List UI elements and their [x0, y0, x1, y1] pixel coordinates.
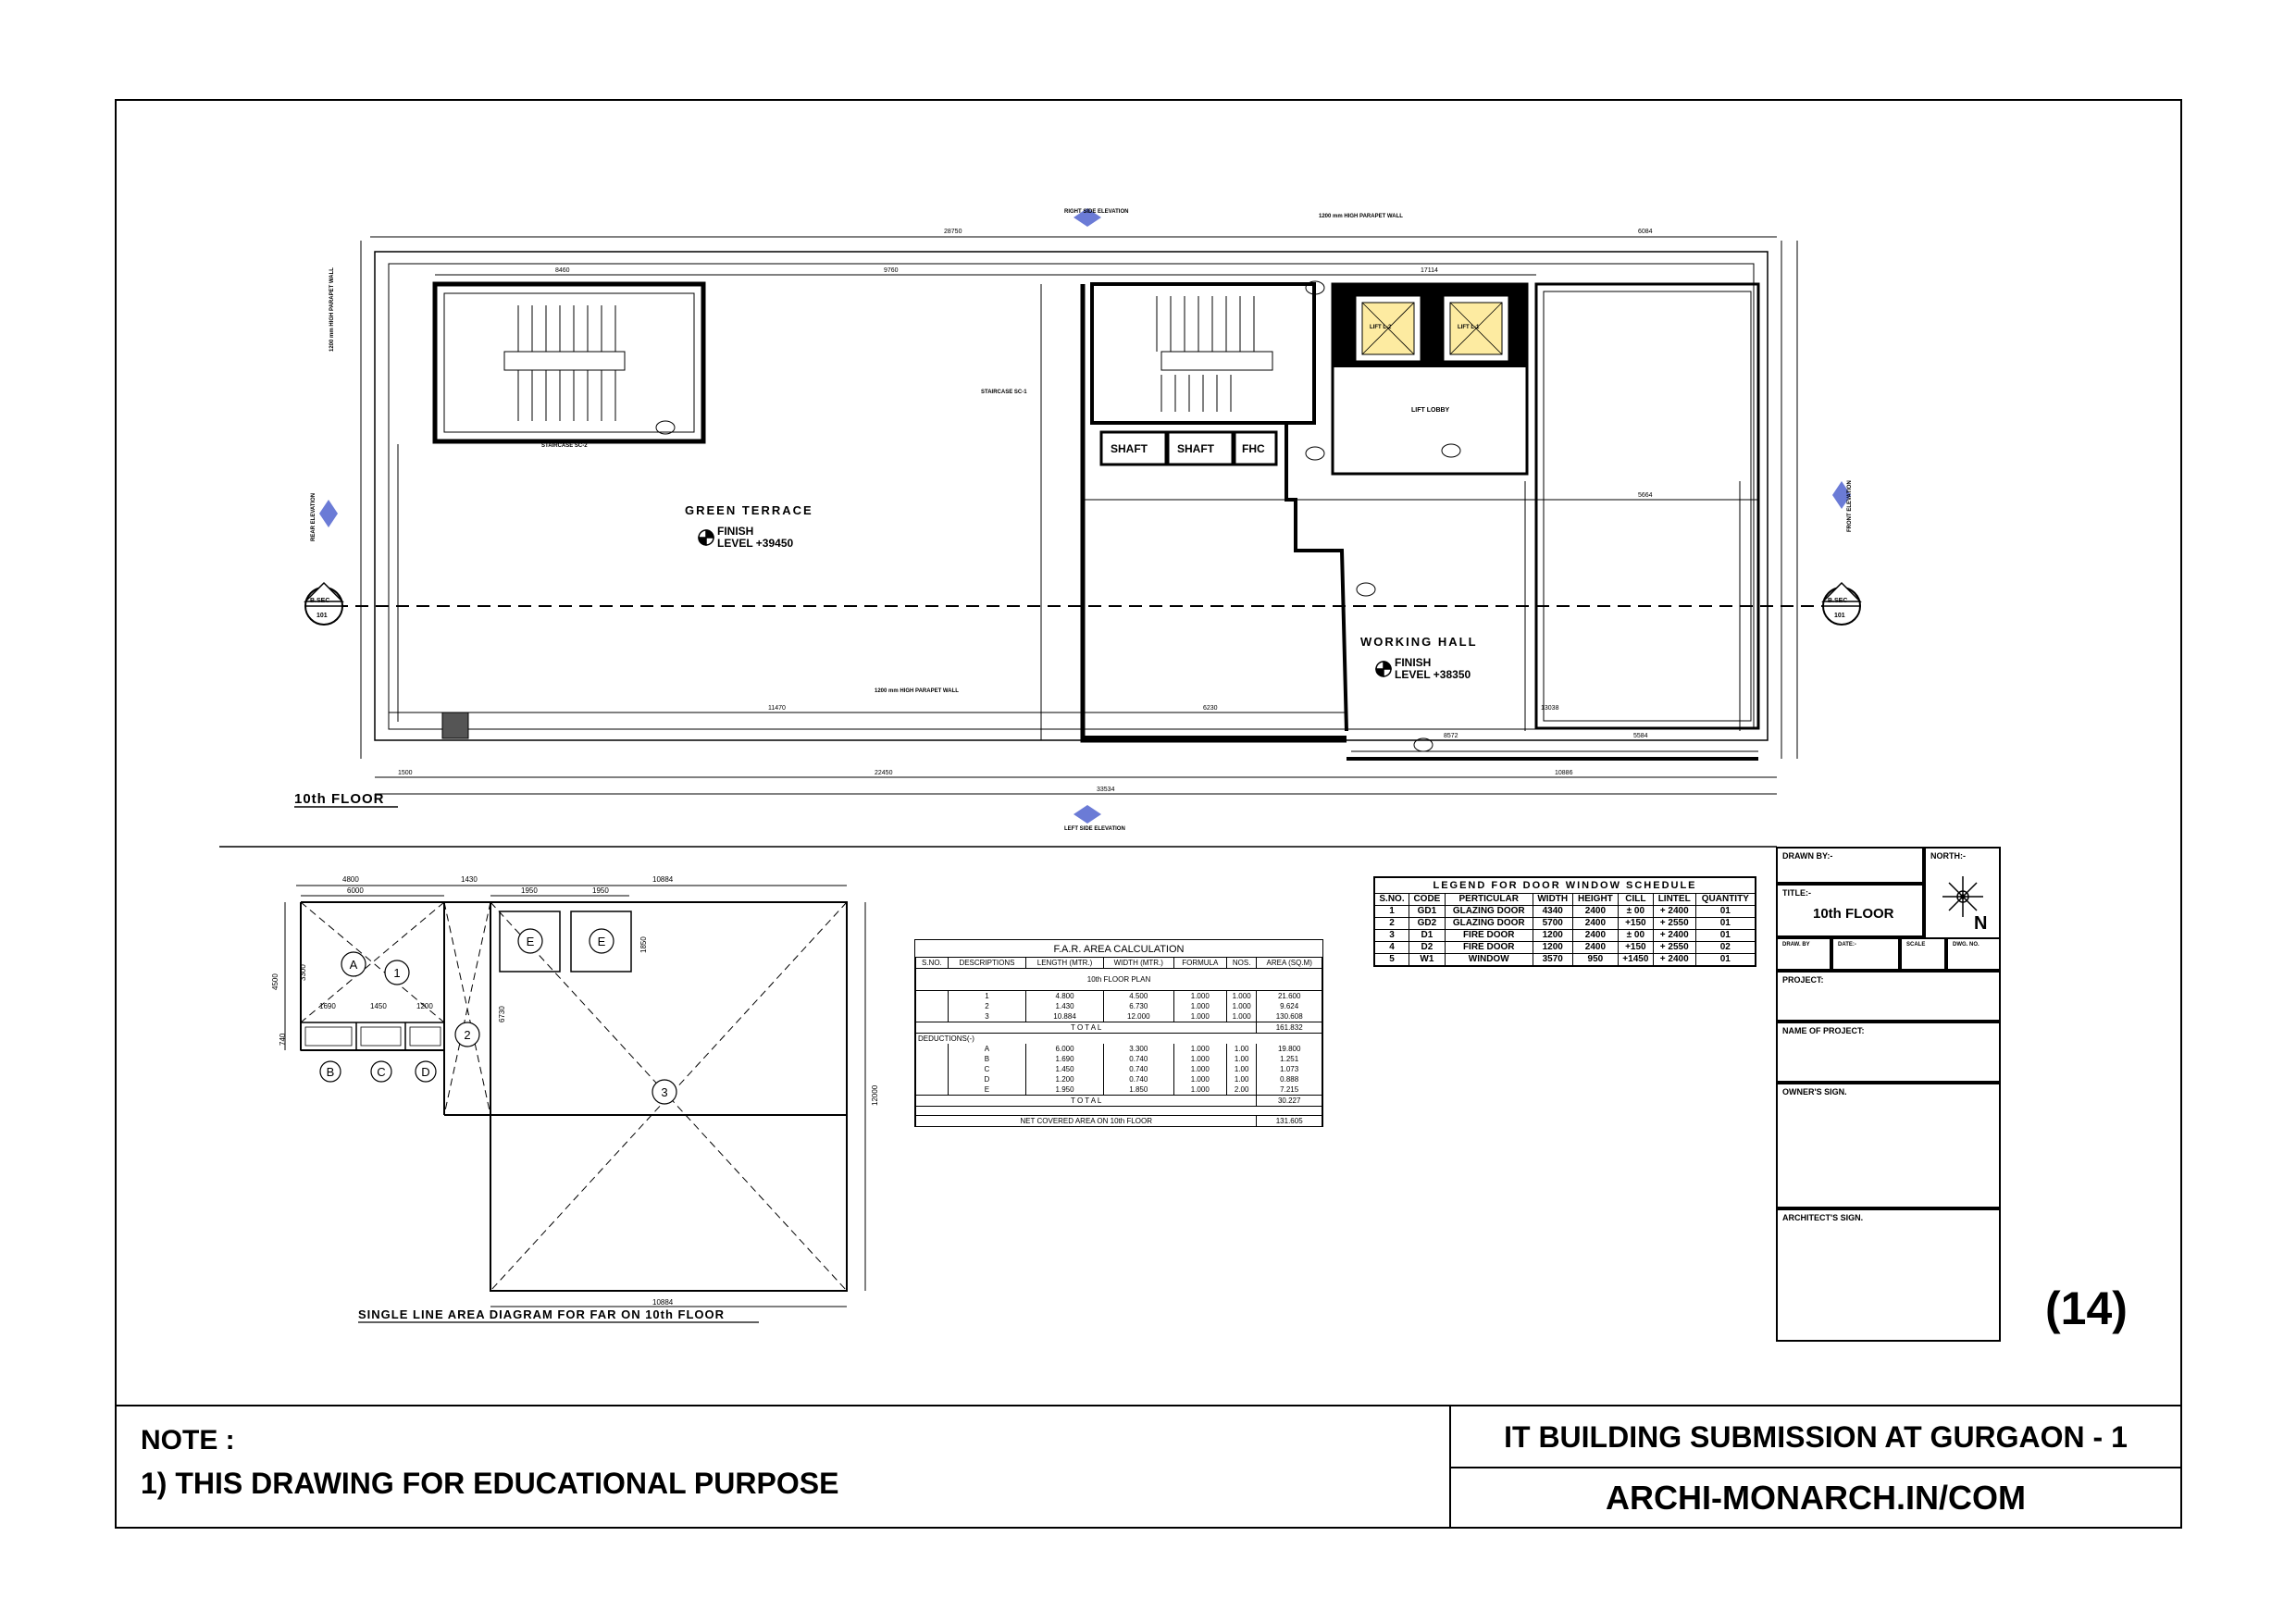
north-letter: N — [1974, 913, 1988, 934]
shaft-label-2: SHAFT — [1177, 442, 1214, 455]
area-dim-5: 1950 — [521, 886, 538, 895]
door-table-row: 2 GD2 GLAZING DOOR 5700 2400 +150 + 2550 01 — [1374, 918, 1756, 930]
project-title: IT BUILDING SUBMISSION AT GURGAON - 1 — [1504, 1420, 2128, 1454]
door-table-row: 3 D1 FIRE DOOR 1200 2400 ± 00 + 2400 01 — [1374, 930, 1756, 942]
rear-elevation-label: REAR ELEVATION — [311, 492, 316, 541]
level-label-1: LEVEL +39450 — [717, 537, 794, 550]
dim-bottom-b: 22450 — [875, 770, 893, 776]
drawn-by-box — [1776, 847, 1924, 884]
dim-mid-d: 5664 — [1638, 492, 1653, 499]
area-dim-10: 1450 — [370, 1002, 387, 1010]
area-dim-3: 10884 — [652, 875, 674, 884]
door-header-cell: CODE — [1409, 894, 1445, 906]
owners-sign-box: OWNER'S SIGN. — [1776, 1083, 2001, 1208]
door-header-cell: QUANTITY — [1695, 894, 1756, 906]
area-tag-1: 1 — [393, 966, 401, 980]
area-tag-e2: E — [597, 935, 606, 948]
section-no-right: 101 — [1834, 613, 1845, 619]
far-net-row: NET COVERED AREA ON 10th FLOOR 131.605 — [916, 1116, 1322, 1127]
far-total-row: T O T A L 161.832 — [916, 1022, 1322, 1034]
far-table-row: 2 1.430 6.730 1.000 1.000 9.624 — [916, 1001, 1322, 1011]
door-header-cell: S.NO. — [1374, 894, 1409, 906]
front-elevation-label: FRONT ELEVATION — [1847, 480, 1853, 532]
lift-l1-label: LIFT L-1 — [1458, 325, 1480, 330]
far-deduction-row: B 1.690 0.740 1.000 1.00 1.251 — [916, 1054, 1322, 1064]
parapet-bottom-label: 1200 mm HIGH PARAPET WALL — [875, 688, 959, 694]
section-tag-right: B.SEC — [1828, 598, 1848, 604]
far-spacer-row — [916, 1107, 1322, 1116]
title-value: 10th FLOOR — [1813, 906, 1894, 922]
door-window-schedule — [1373, 876, 1756, 967]
area-dim-8: 3300 — [299, 964, 307, 981]
far-deduction-row: E 1.950 1.850 1.000 2.00 7.215 — [916, 1084, 1322, 1096]
area-tag-a: A — [349, 958, 358, 972]
note-title: NOTE : — [141, 1425, 235, 1456]
area-tag-b: B — [326, 1065, 335, 1079]
dim-mid-a: 11470 — [768, 705, 786, 712]
left-elevation-label: LEFT SIDE ELEVATION — [1064, 826, 1125, 832]
area-dim-13: 6730 — [498, 1006, 506, 1022]
far-header-sno: S.NO. — [916, 958, 949, 969]
far-deductions-row: DEDUCTIONS(-) — [916, 1034, 1322, 1045]
fhc-label: FHC — [1242, 442, 1265, 455]
lift-lobby-label: LIFT LOBBY — [1411, 407, 1450, 414]
sheet-number: (14) — [2045, 1282, 2128, 1334]
door-header-cell: WIDTH — [1533, 894, 1572, 906]
staircase-sc2-label: STAIRCASE SC-2 — [541, 443, 588, 449]
finish-label-2: FINISH — [1395, 656, 1432, 669]
dim-right-a: 5584 — [1633, 733, 1648, 739]
area-tag-c: C — [377, 1065, 386, 1079]
dim-bottom-overall: 33534 — [1097, 787, 1115, 793]
dim-top-overall: 28750 — [944, 229, 962, 235]
lift-l2-label: LIFT L-2 — [1370, 325, 1392, 330]
door-table-title: LEGEND FOR DOOR WINDOW SCHEDULE — [1374, 877, 1756, 894]
floor-plan-caption: 10th FLOOR — [294, 791, 385, 807]
area-tag-2: 2 — [464, 1028, 471, 1042]
section-no-left: 101 — [316, 613, 328, 619]
green-terrace-label: GREEN TERRACE — [685, 503, 813, 517]
website-title: ARCHI-MONARCH.IN/COM — [1606, 1479, 2026, 1517]
shaft-label-1: SHAFT — [1111, 442, 1148, 455]
parapet-top-label: 1200 mm HIGH PARAPET WALL — [1319, 214, 1403, 219]
north-box — [1924, 847, 2001, 939]
far-header-nos: NOS. — [1226, 958, 1256, 969]
dim-right-b: 8572 — [1444, 733, 1458, 739]
scale-cell: SCALE — [1900, 937, 1946, 971]
area-dim-4: 6000 — [347, 886, 364, 895]
far-header-desc: DESCRIPTIONS — [948, 958, 1025, 969]
title-label: TITLE:- — [1782, 888, 1811, 898]
area-dim-6: 1950 — [592, 886, 609, 895]
far-table-title: F.A.R. AREA CALCULATION — [915, 940, 1322, 958]
far-deduction-row: D 1.200 0.740 1.000 1.00 0.888 — [916, 1074, 1322, 1084]
area-dim-16: 10884 — [652, 1298, 674, 1307]
far-header-area: AREA (SQ.M) — [1257, 958, 1322, 969]
area-dim-14: 1850 — [639, 936, 648, 953]
dim-top-b: 9760 — [884, 267, 899, 274]
area-diagram-caption: SINGLE LINE AREA DIAGRAM FOR FAR ON 10th FLOOR — [358, 1307, 726, 1321]
area-tag-e1: E — [526, 935, 535, 948]
area-dim-1: 4800 — [342, 875, 359, 884]
dim-mid-c: 13038 — [1541, 705, 1559, 712]
dim-top-c: 17114 — [1421, 267, 1438, 274]
door-header-cell: CILL — [1618, 894, 1653, 906]
door-header-cell: HEIGHT — [1572, 894, 1618, 906]
date-cell: DATE:- — [1831, 937, 1900, 971]
dwg-no-cell: DWG. NO. — [1946, 937, 2001, 971]
project-box: PROJECT: — [1776, 971, 2001, 1022]
area-dim-15: 12000 — [871, 1084, 879, 1106]
right-elevation-label: RIGHT SIDE ELEVATION — [1064, 209, 1129, 215]
name-of-project-box: NAME OF PROJECT: — [1776, 1022, 2001, 1083]
level-label-2: LEVEL +38350 — [1395, 668, 1471, 681]
area-tag-d: D — [421, 1065, 430, 1079]
working-hall-label: WORKING HALL — [1360, 635, 1478, 649]
dim-top-a: 8460 — [555, 267, 570, 274]
area-dim-12: 740 — [279, 1033, 287, 1046]
section-tag-left: B.SEC — [310, 598, 330, 604]
far-table-row: 3 10.884 12.000 1.000 1.000 130.608 — [916, 1011, 1322, 1022]
area-tag-3: 3 — [661, 1085, 668, 1099]
area-dim-7: 4500 — [271, 973, 279, 990]
dim-top-right: 6084 — [1638, 229, 1653, 235]
door-header-cell: LINTEL — [1653, 894, 1695, 906]
far-area-table — [914, 939, 1323, 1127]
north-label: NORTH:- — [1930, 851, 1966, 861]
drawn-by-label: DRAWN BY:- — [1782, 851, 1833, 861]
note-line-1: 1) THIS DRAWING FOR EDUCATIONAL PURPOSE — [141, 1467, 839, 1500]
title-box — [1776, 884, 1924, 937]
far-deduction-row: C 1.450 0.740 1.000 1.00 1.073 — [916, 1064, 1322, 1074]
dim-bottom-c: 10886 — [1555, 770, 1573, 776]
finish-label-1: FINISH — [717, 525, 754, 538]
far-header-length: LENGTH (MTR.) — [1026, 958, 1104, 969]
dim-mid-b: 6230 — [1203, 705, 1218, 712]
footer-hline — [1449, 1467, 2182, 1468]
architects-sign-box: ARCHITECT'S SIGN. — [1776, 1208, 2001, 1342]
dim-bottom-a: 1500 — [398, 770, 413, 776]
door-header-cell: PERTICULAR — [1445, 894, 1533, 906]
door-table-row: 1 GD1 GLAZING DOOR 4340 2400 ± 00 + 2400 01 — [1374, 906, 1756, 918]
door-table-row: 5 W1 WINDOW 3570 950 +1450 + 2400 01 — [1374, 954, 1756, 967]
far-total2-row: T O T A L 30.227 — [916, 1096, 1322, 1107]
far-header-width: WIDTH (MTR.) — [1103, 958, 1173, 969]
door-table-row: 4 D2 FIRE DOOR 1200 2400 +150 + 2550 02 — [1374, 942, 1756, 954]
area-dim-9: 1690 — [319, 1002, 336, 1010]
far-table-row: 1 4.800 4.500 1.000 1.000 21.600 — [916, 991, 1322, 1002]
parapet-left-label: 1200 mm HIGH PARAPET WALL — [329, 267, 335, 352]
area-dim-11: 1200 — [416, 1002, 433, 1010]
far-deduction-row: A 6.000 3.300 1.000 1.00 19.800 — [916, 1044, 1322, 1054]
far-header-formula: FORMULA — [1173, 958, 1226, 969]
far-section-row: 10th FLOOR PLAN — [916, 969, 1322, 991]
area-dim-2: 1430 — [461, 875, 478, 884]
staircase-sc1-label: STAIRCASE SC-1 — [981, 390, 1027, 395]
drawing-by-cell: DRAW. BY — [1776, 937, 1831, 971]
